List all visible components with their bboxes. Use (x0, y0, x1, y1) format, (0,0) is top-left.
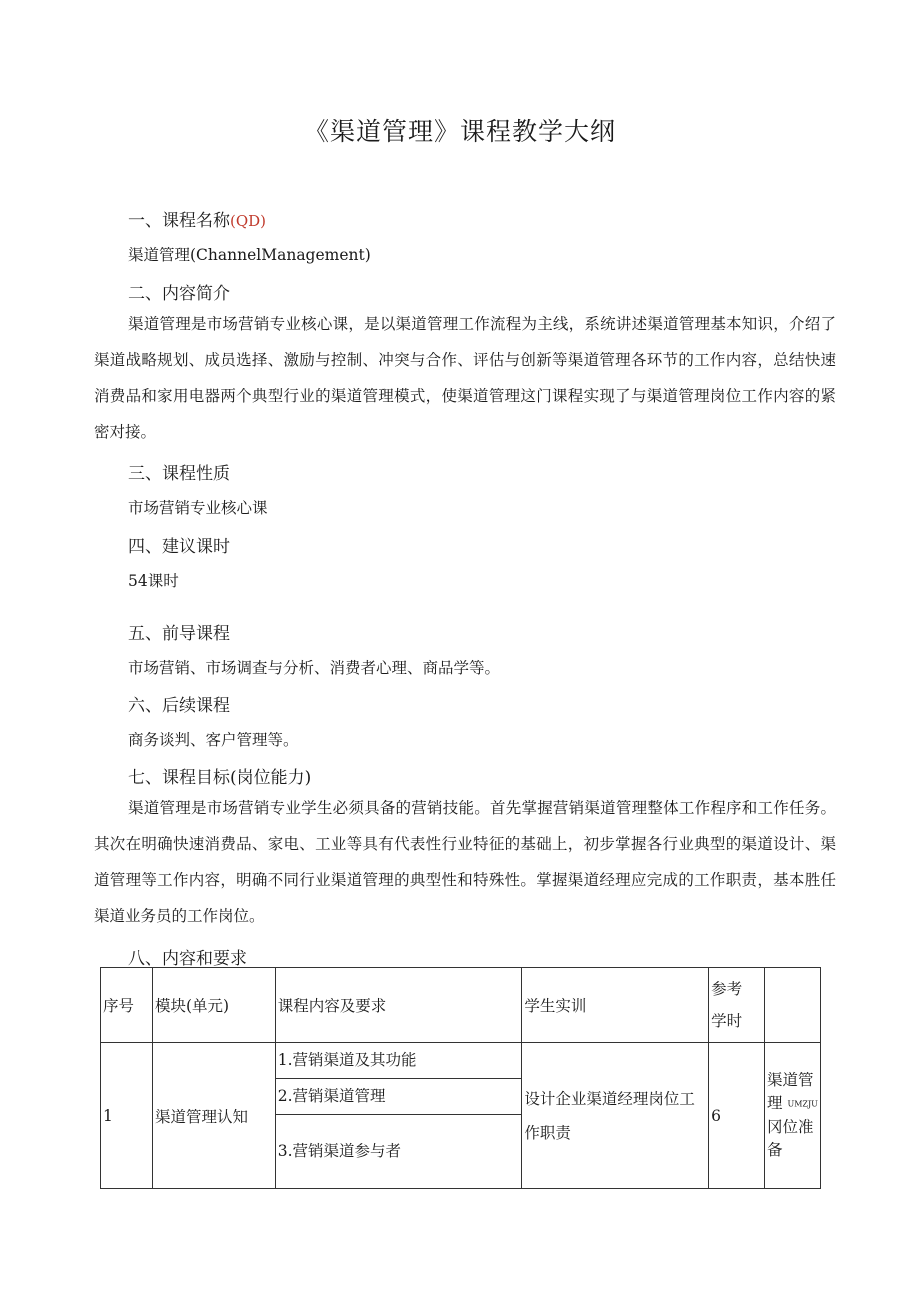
content-table (100, 967, 821, 1189)
section-heading-content: 八、内容和要求 (128, 949, 247, 969)
section-heading-prerequisites: 五、前导课程 (128, 624, 230, 644)
followup-text: 商务谈判、客户管理等。 (128, 731, 299, 749)
cell-module: 渠道管理认知 (152, 1043, 275, 1189)
cell-no: 1 (101, 1043, 153, 1189)
content-item: 1.营销渠道及其功能 (276, 1043, 522, 1079)
section-heading-followup: 六、后续课程 (128, 696, 230, 716)
section-heading-course-name: 一、课程名称(QD) (128, 211, 267, 231)
course-code: (QD) (230, 212, 267, 230)
table-row (101, 1043, 821, 1189)
section-heading-hours: 四、建议课时 (128, 537, 230, 557)
header-training: 学生实训 (522, 968, 709, 1043)
cell-training: 设计企业渠道经理岗位工作职责 (522, 1043, 709, 1189)
objectives-paragraph: 渠道管理是市场营销专业学生必须具备的营销技能。首先掌握营销渠道管理整体工作程序和工作任务。其次在明确快速消费品、家电、工业等具有代表性行业特征的基础上，初步掌握各行业典型的渠道设计、渠道管理等工作内容，明确不同行业渠道管理的典型性和特殊性。掌握渠道经理应完成的工作职责，基本胜任渠道业务员的工作岗位。 (94, 799, 836, 925)
content-item: 2.营销渠道管理 (276, 1079, 522, 1115)
prerequisites-text: 市场营销、市场调查与分析、消费者心理、商品学等。 (128, 659, 501, 677)
intro-paragraph: 渠道管理是市场营销专业核心课，是以渠道管理工作流程为主线，系统讲述渠道管理基本知识，介绍了渠道战略规划、成员选择、激励与控制、冲突与合作、评估与创新等渠道管理各环节的工作内容，总结快速消费品和家用电器两个典型行业的渠道管理模式，使渠道管理这门课程实现了与渠道管理岗位工作内容的紧密对接。 (94, 315, 836, 441)
section-heading-intro: 二、内容简介 (128, 284, 230, 304)
course-name-text: 渠道管理(ChannelManagement) (128, 246, 371, 264)
header-module: 模块(单元) (152, 968, 275, 1043)
section-heading-nature: 三、课程性质 (128, 464, 230, 484)
cell-contents (275, 1043, 522, 1189)
small-code: UMZJU (787, 1099, 818, 1109)
document-title: 《渠道管理》课程教学大纲 (303, 117, 616, 146)
header-extra (765, 968, 821, 1043)
content-item: 3.营销渠道参与者 (277, 1142, 402, 1160)
section-heading-objectives: 七、课程目标(岗位能力) (128, 768, 312, 788)
cell-hours: 6 (709, 1043, 765, 1189)
table-header-row (101, 968, 821, 1043)
cell-extra: 渠道管 理 UMZJU 冈位准 备 (765, 1043, 821, 1189)
header-hours: 参考 学时 (709, 968, 765, 1043)
nature-text: 市场营销专业核心课 (128, 499, 268, 517)
header-content: 课程内容及要求 (275, 968, 522, 1043)
hours-text: 54课时 (128, 572, 179, 590)
header-no: 序号 (101, 968, 153, 1043)
